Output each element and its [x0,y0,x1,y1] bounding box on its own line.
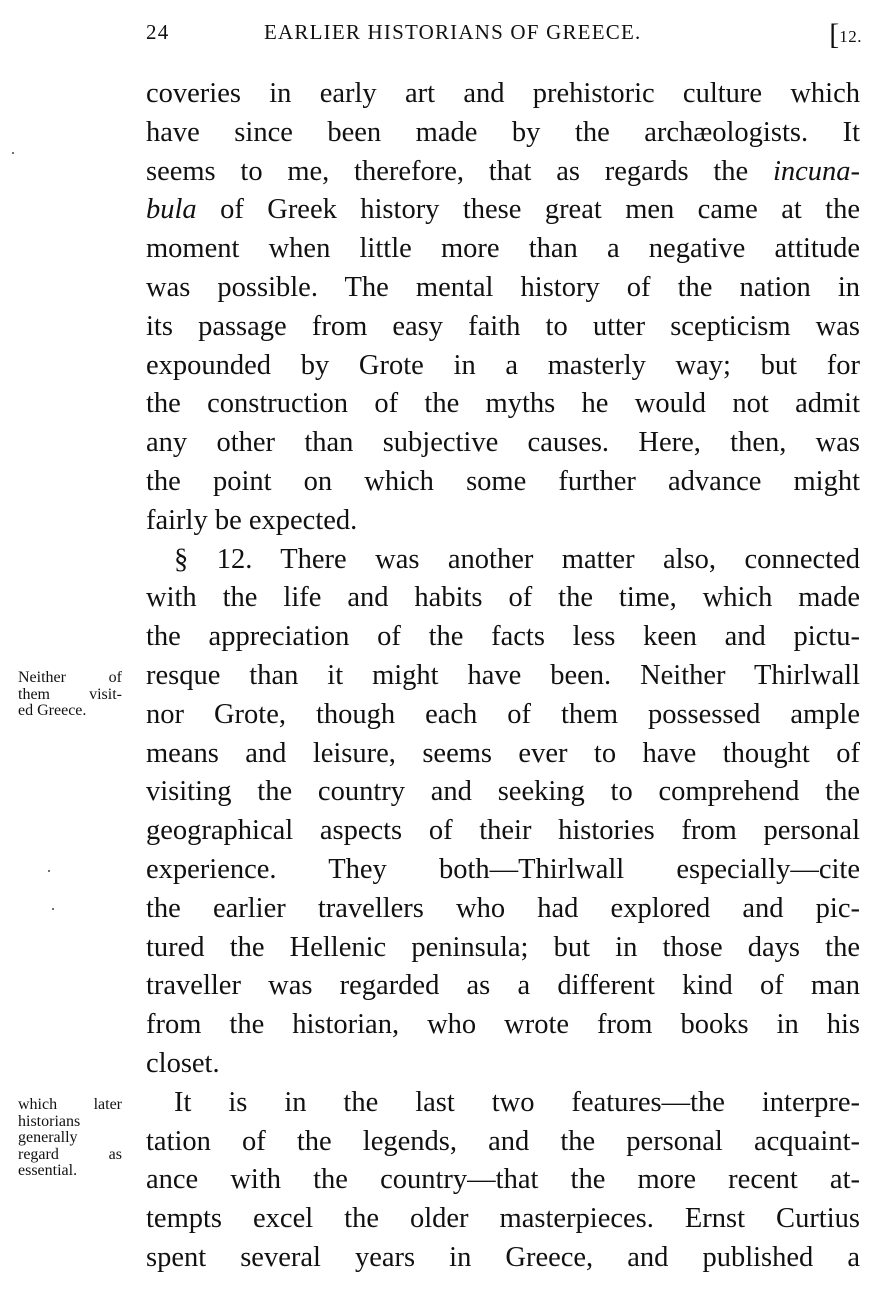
text-line: the earlier travellers who had explored and pic- [146,892,860,924]
text-line: expounded by Grote in a masterly way; but for [146,349,860,381]
text-line: from the historian, who wrote from books in his [146,1009,860,1041]
text-line: tured the Hellenic peninsula; but in those days the [146,931,860,963]
body-text [146,75,860,1278]
text-line: with the life and habits of the time, which made [146,582,860,614]
margin-note-line: Neither of [18,669,122,686]
section-number: 12. [839,27,862,46]
margin-note-line: historians [18,1112,81,1130]
margin-note-line: which later [18,1096,122,1113]
running-header [146,18,862,52]
italic-term: bula [146,194,197,226]
margin-note-line: them visit- [18,685,122,703]
text-line: geographical aspects of their histories from personal [146,815,860,847]
page-number: 24 [146,20,170,44]
text-line: was possible. The mental history of the nation in [146,271,860,303]
margin-note-line: generally [18,1129,78,1146]
print-speck [52,908,54,910]
margin-note-line: regard as [18,1145,122,1163]
margin-note [18,670,140,720]
text-line: fairly be expected. [146,504,358,536]
italic-term: incuna- [772,155,860,187]
text-line: § 12. There was another matter also, connected [174,543,860,575]
text-line: bula of Greek history these great men came at the [146,194,860,226]
print-speck [12,152,14,154]
text-line: the appreciation of the facts less keen and pictu- [146,621,860,653]
section-bracket: [ [829,18,840,51]
text-line: It is in the last two features—the interpre- [174,1086,860,1118]
running-title: EARLIER HISTORIANS OF GREECE. [264,20,642,44]
text-line: nor Grote, though each of them possessed ample [146,698,860,730]
text-line: spent several years in Greece, and published a [146,1241,860,1273]
text-line: traveller was regarded as a different kind of man [146,970,860,1002]
text-line: the construction of the myths he would not admit [146,388,860,420]
text-line: resque than it might have been. Neither Thirlwall [146,659,860,691]
text-line: moment when little more than a negative attitude [146,233,860,265]
margin-note-line: essential. [18,1162,78,1179]
text-line: its passage from easy faith to utter scepticism was [146,310,860,342]
text-line: experience. They both—Thirlwall especially—cite [146,853,860,885]
text-line: any other than subjective causes. Here, then, was [146,427,860,459]
margin-note [18,1097,140,1180]
text-line: coveries in early art and prehistoric culture which [146,78,860,109]
text-line: have since been made by the archæologists. It [146,116,860,148]
section-marker [829,16,862,50]
text-line: the point on which some further advance might [146,465,860,497]
margin-note-line: ed Greece. [18,702,87,719]
text-line: visiting the country and seeking to comprehend the [146,776,860,808]
print-speck [48,870,50,872]
text-line: means and leisure, seems ever to have thought of [146,737,860,769]
text-line: seems to me, therefore, that as regards the incuna- [146,155,860,187]
text-line: ance with the country—that the more recent at- [146,1164,860,1196]
text-line: tempts excel the older masterpieces. Ernst Curtius [146,1203,860,1235]
text-line: tation of the legends, and the personal acquaint- [146,1125,860,1157]
text-line: closet. [146,1047,220,1079]
